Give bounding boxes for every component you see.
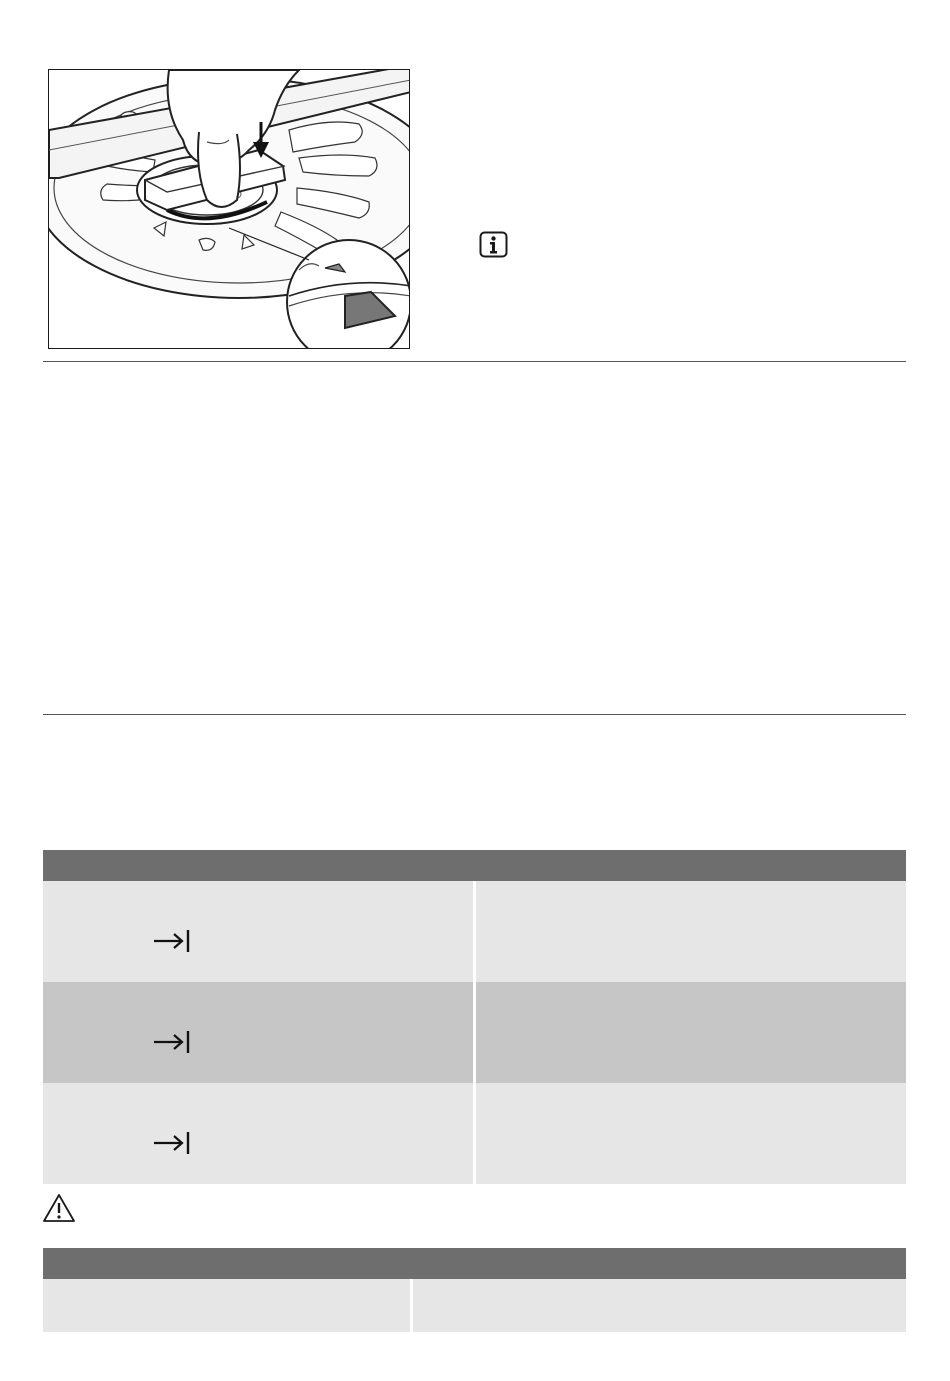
header-cell-solution <box>413 1248 906 1279</box>
table-cell-remedy <box>476 982 906 1083</box>
strainer-illustration <box>48 69 410 349</box>
info-icon <box>479 231 508 258</box>
table-cell-cause <box>43 1279 410 1332</box>
troubleshooting-table-1 <box>43 850 906 1184</box>
warning-triangle-icon <box>42 1193 76 1223</box>
troubleshooting-table-2 <box>43 1248 906 1332</box>
table-cell-remedy <box>413 1279 906 1332</box>
table-row <box>43 1083 906 1184</box>
table-row <box>43 1279 906 1332</box>
table-cell-remedy <box>476 881 906 982</box>
table-header <box>43 850 906 881</box>
section-divider-1 <box>43 361 906 362</box>
strainer-cleaning-illustration <box>49 70 410 349</box>
section-divider-2 <box>43 714 906 715</box>
table-cell-remedy <box>476 1083 906 1184</box>
header-cell-problem <box>43 850 473 881</box>
table-cell-cause <box>43 1083 473 1184</box>
skip-arrow-icon <box>153 1030 191 1054</box>
table-row <box>43 881 906 982</box>
skip-arrow-icon <box>153 1131 191 1155</box>
table-cell-cause <box>43 881 473 982</box>
header-cell-problem <box>43 1248 410 1279</box>
table-cell-cause <box>43 982 473 1083</box>
table-row <box>43 982 906 1083</box>
skip-arrow-icon <box>153 929 191 953</box>
table-header <box>43 1248 906 1279</box>
header-cell-solution <box>476 850 906 881</box>
